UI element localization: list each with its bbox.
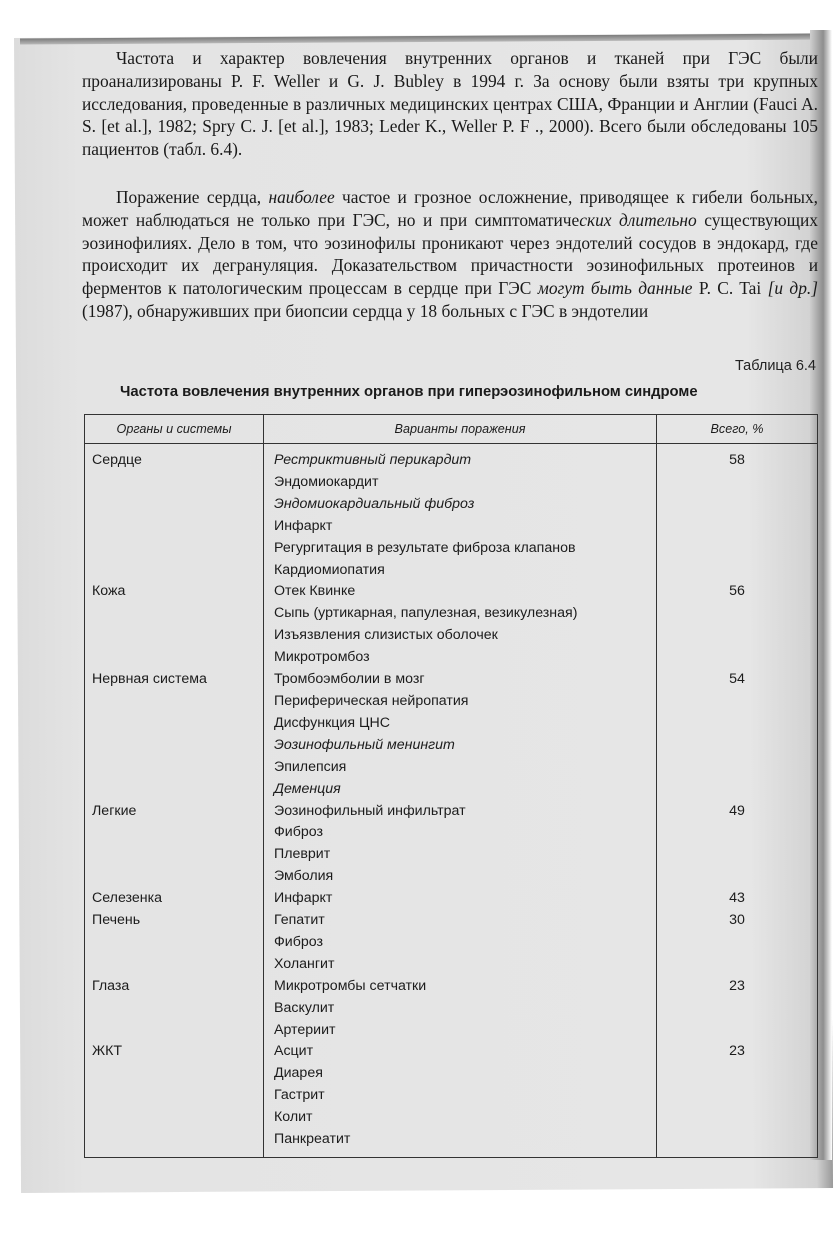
variant: Периферическая нейропатия	[274, 692, 469, 709]
organ-name: Нервная система	[92, 671, 207, 688]
table-row	[85, 444, 818, 582]
variant: Асцит	[274, 1043, 314, 1060]
variant: Деменция	[274, 780, 341, 797]
variant: Эмболия	[274, 868, 334, 885]
text-run: частое и грозное осложнение, приводящее к гибели больных, может наблюдаться не только при ГЭС, но и при симптоматиче	[82, 187, 818, 230]
variant: Колит	[274, 1109, 313, 1126]
variant: Микротромбоз	[274, 649, 370, 666]
variant: Фиброз	[274, 933, 323, 950]
percent-value: 58	[729, 452, 745, 468]
header-variants: Варианты поражения	[264, 415, 657, 444]
table-title: Частота вовлечения внутренних органов при гиперэозинофильном синдроме	[120, 384, 698, 400]
table-row	[85, 581, 818, 669]
variant: Отек Квинке	[274, 583, 356, 600]
header-total-percent: Всего, %	[657, 415, 818, 444]
variants-cell	[264, 581, 657, 669]
variants-cell	[264, 801, 657, 889]
text-run-italic: ских длительно	[579, 209, 697, 230]
paragraph-1: Частота и характер вовлечения внутренних органов и тканей при ГЭС были проанализированы P. F. Weller и G. J. Bubley в 1994 г. За основу были взяты три крупных исследования, проведенные в различных медицинских центрах США, Франции и Англии (Fauci A. S. [et al.], 1982; Spry C. J. [et al.], 1983; Leder K., Weller P. F ., 2000). Всего были обследованы 105 пациентов (табл. 6.4).	[82, 48, 818, 160]
percent-cell	[657, 910, 818, 976]
table-row	[85, 910, 818, 976]
percent-cell	[657, 581, 818, 669]
variant: Фиброз	[274, 824, 323, 841]
organ-name: Глаза	[92, 977, 130, 994]
variant: Диарея	[274, 1065, 323, 1082]
table-row	[85, 801, 818, 889]
text-run-italic: могут быть данные	[537, 278, 693, 299]
percent-value: 54	[729, 671, 745, 688]
percent-value: 49	[729, 802, 745, 819]
organ-cell	[85, 976, 264, 1042]
organ-cell	[85, 444, 264, 582]
variants-cell	[264, 444, 657, 582]
header-organs: Органы и системы	[85, 415, 264, 444]
text-run: P. C. Tai	[692, 278, 768, 299]
variant: Плеврит	[274, 846, 331, 863]
variant: Панкреатит	[274, 1131, 351, 1148]
variants-cell	[264, 910, 657, 976]
organ-cell	[85, 888, 264, 910]
variants-cell	[264, 976, 657, 1042]
organ-cell	[85, 669, 264, 800]
variant: Изъязвления слизистых оболочек	[274, 627, 498, 644]
percent-cell	[657, 801, 818, 889]
percent-value: 43	[729, 890, 745, 907]
percent-value: 23	[729, 1043, 745, 1060]
variants-cell	[264, 669, 657, 800]
percent-value: 23	[729, 977, 745, 994]
variant: Дисфункция ЦНС	[274, 714, 390, 731]
table-row	[85, 1041, 818, 1157]
percent-cell	[657, 976, 818, 1042]
text-run-italic: [и др.]	[767, 278, 819, 299]
percent-cell	[657, 669, 818, 800]
variant: Кардиомиопатия	[274, 561, 385, 578]
organ-name: Сердце	[92, 452, 142, 468]
organ-name: Селезенка	[92, 890, 163, 907]
paragraph-2	[82, 186, 818, 323]
variant: Регургитация в результате фиброза клапанов	[274, 539, 576, 556]
variant: Рестриктивный перикардит	[274, 452, 472, 468]
variant: Гастрит	[274, 1087, 325, 1104]
organ-name: Кожа	[92, 583, 126, 600]
organ-involvement-table	[84, 414, 818, 1158]
percent-cell	[657, 444, 818, 582]
variant: Микротромбы сетчатки	[274, 977, 427, 994]
percent-cell	[657, 1041, 818, 1157]
table-row	[85, 669, 818, 800]
variant: Инфаркт	[274, 890, 333, 907]
variant: Эндомиокардит	[274, 473, 379, 490]
organ-cell	[85, 801, 264, 889]
text-run-italic: наиболее	[268, 187, 335, 207]
organ-name: Легкие	[92, 802, 137, 819]
table-header-row	[85, 415, 818, 444]
organ-name: Печень	[92, 912, 141, 929]
percent-value: 30	[729, 912, 745, 929]
text-run: Поражение сердца,	[116, 187, 269, 207]
table-label: Таблица 6.4	[734, 358, 816, 374]
variant: Эозинофильный инфильтрат	[274, 802, 466, 819]
organ-name: ЖКТ	[92, 1043, 123, 1060]
table-row	[85, 976, 818, 1042]
organ-cell	[85, 581, 264, 669]
organ-cell	[85, 1041, 264, 1157]
variant: Эндомиокардиальный фиброз	[274, 495, 475, 512]
percent-value: 56	[729, 583, 745, 600]
variants-cell	[264, 1041, 657, 1157]
text-run: (1987), обнаруживших при биопсии сердца у 18 больных с ГЭС в эндотелии	[82, 300, 649, 321]
variant: Сыпь (уртикарная, папулезная, везикулезная)	[274, 605, 578, 622]
percent-cell	[657, 888, 818, 910]
variant: Гепатит	[274, 912, 325, 929]
variant: Артериит	[274, 1021, 336, 1038]
variant: Холангит	[274, 955, 335, 972]
variant: Тромбоэмболии в мозг	[274, 671, 425, 688]
organ-cell	[85, 910, 264, 976]
variant: Инфаркт	[274, 517, 333, 534]
text-run: существующих эозинофилиях. Дело в том, что эозинофилы проникают через эндотелий сосудов в эндокард, где происходит их дегрануляция. Доказательством причастности эозинофильных протеинов и ферментов к патологическим процессам в сердце при ГЭС	[82, 209, 818, 299]
variant: Эозинофильный менингит	[274, 736, 455, 753]
variant: Васкулит	[274, 999, 335, 1016]
variants-cell	[264, 888, 657, 910]
table-row	[85, 888, 818, 910]
variant: Эпилепсия	[274, 758, 347, 775]
